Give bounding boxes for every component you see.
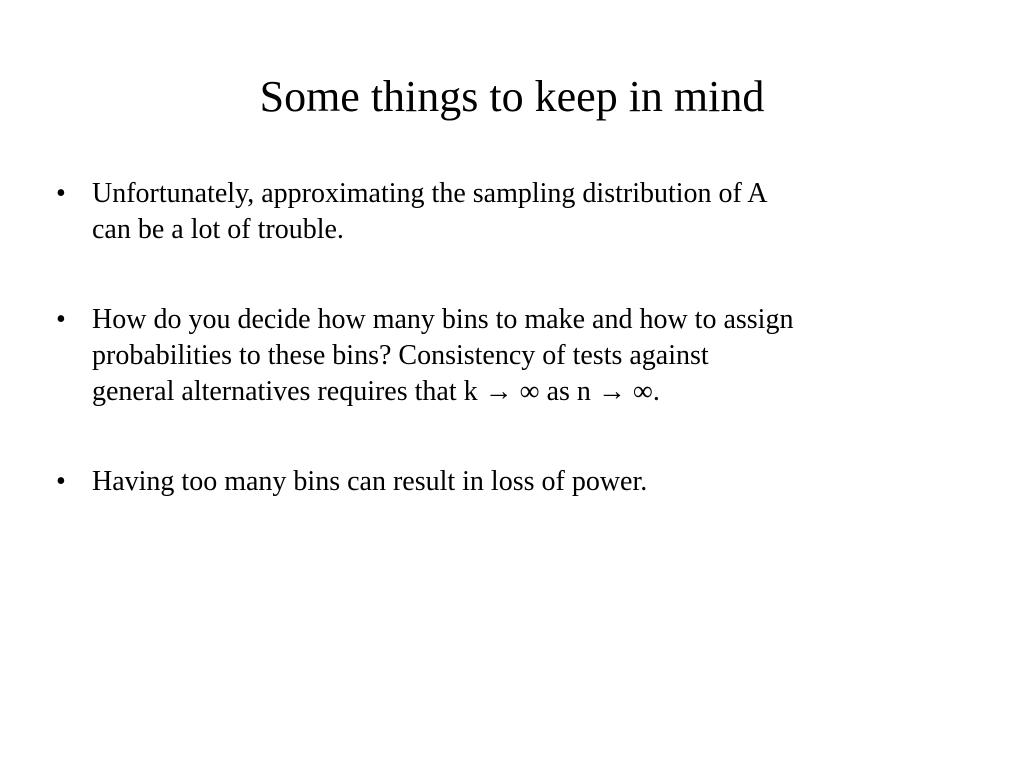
bullet-item bbox=[56, 302, 976, 410]
bullet-dot-icon: • bbox=[56, 304, 66, 335]
bullet-item bbox=[56, 464, 976, 500]
bullet-text: How do you decide how many bins to make and how to assign probabilities to these bins? Consistency of tests against general alternatives requires that k → ∞ as n → ∞. bbox=[92, 304, 794, 407]
bullet-item bbox=[56, 176, 976, 248]
bullet-dot-icon: • bbox=[56, 466, 66, 497]
slide-title: Some things to keep in mind bbox=[259, 72, 765, 121]
bullet-text: Unfortunately, approximating the sampling distribution of A can be a lot of trouble. bbox=[92, 178, 768, 245]
bullet-dot-icon: • bbox=[56, 178, 66, 209]
bullet-list bbox=[56, 176, 976, 500]
bullet-text: Having too many bins can result in loss of power. bbox=[92, 466, 648, 497]
